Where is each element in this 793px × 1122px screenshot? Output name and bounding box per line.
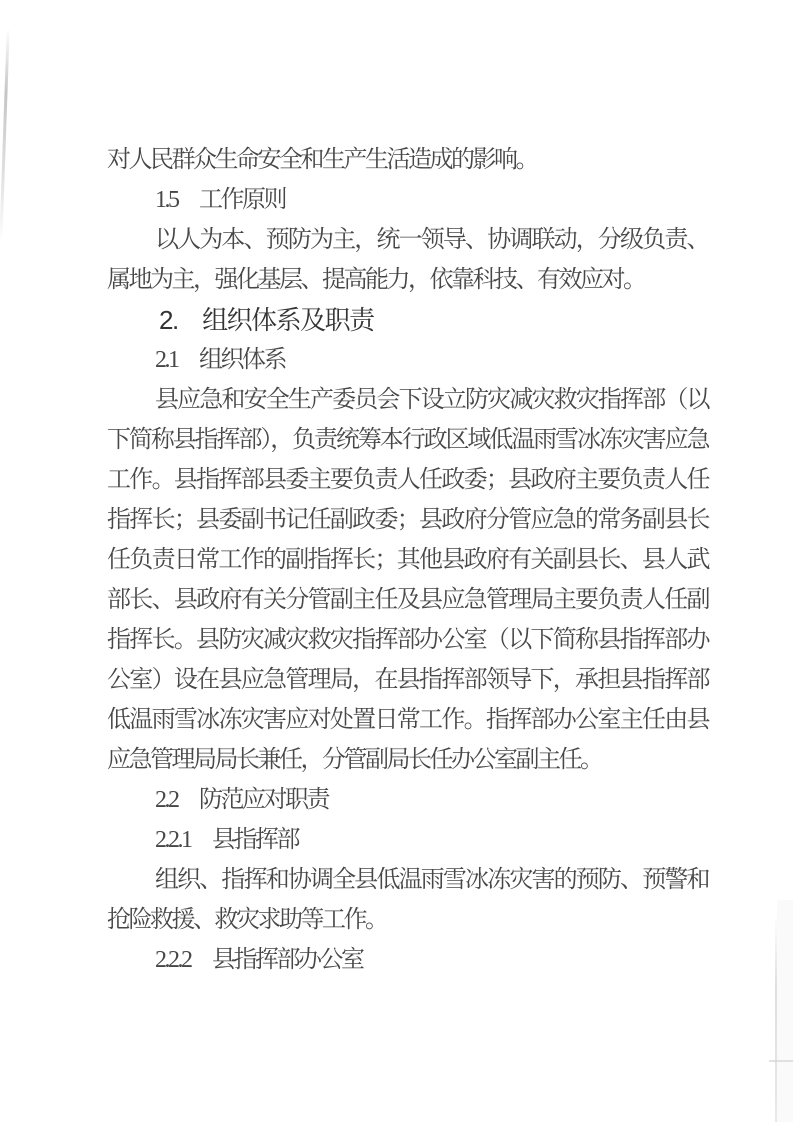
paragraph-organization-system: 县应急和安全生产委员会下设立防灾减灾救灾指挥部（以下简称县指挥部），负责统筹本行政区域低温雨雪冰冻灾害应急工作。县指挥部县委主要负责人任政委；县政府主要负责人任指挥长；县委副书记任副政委；县政府分管应急的常务副县长任负责日常工作的副指挥长；其他县政府有关副县长、县人武部长、县政府有关分管副主任及县应急管理局主要负责人任副指挥长。县防灾减灾救灾指挥部办公室（以下简称县指挥部办公室）设在县应急管理局，在县指挥部领导下，承担县指挥部低温雨雪冰冻灾害应对处置日常工作。指挥部办公室主任由县应急管理局局长兼任，分管副局长任办公室副主任。 [107,387,708,773]
scan-smudge-left-edge [0,28,10,243]
paragraph-continuation: 对人民群众生命安全和生产生活造成的影响。 [107,147,537,173]
section-heading-2-organization: 2. 组织体系及职责 [159,305,374,335]
subheading-1-5-work-principles: 1.5 工作原则 [155,187,285,213]
subheading-2-2-2-headquarters-office: 2.2.2 县指挥部办公室 [155,947,363,973]
subheading-2-2-1-county-headquarters: 2.2.1 县指挥部 [155,827,298,853]
document-text-block [107,140,708,980]
scan-shadow-band-right [777,900,793,1122]
subheading-2-1-organization-system: 2.1 组织体系 [155,347,285,373]
scan-tick-right-edge [769,1060,793,1062]
scan-line-right-edge [775,915,777,1122]
subheading-2-2-prevention-duties: 2.2 防范应对职责 [155,787,328,813]
paragraph-county-headquarters-duties: 组织、指挥和协调全县低温雨雪冰冻灾害的预防、预警和抢险救援、救灾求助等工作。 [107,867,708,933]
paragraph-work-principles: 以人为本、预防为主，统一领导、协调联动，分级负责、属地为主，强化基层、提高能力，依靠科技、有效应对。 [107,227,708,293]
